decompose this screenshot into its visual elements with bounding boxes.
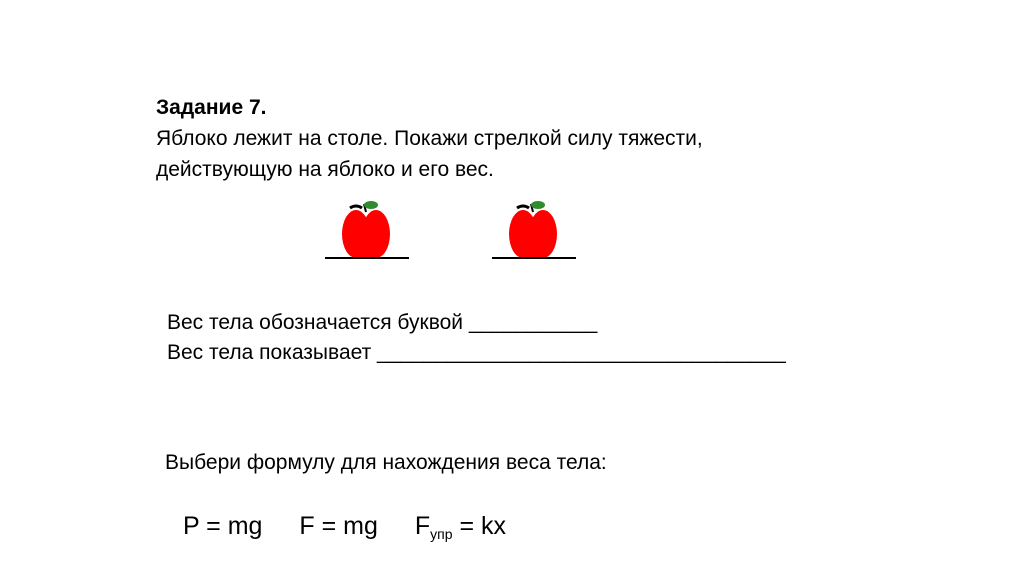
task-text-line-1: Яблоко лежит на столе. Покажи стрелкой силу тяжести, xyxy=(156,127,703,150)
choose-formula-prompt: Выбери формулу для нахождения веса тела: xyxy=(165,451,607,474)
apple-on-table-left xyxy=(322,194,412,264)
apple-icon xyxy=(342,201,390,258)
formula-rest: = kx xyxy=(452,512,507,540)
task-title: Задание 7. xyxy=(156,96,267,119)
task-text-line-2: действующую на яблоко и его вес. xyxy=(156,158,494,181)
formula-options xyxy=(183,508,536,552)
question-weight-letter: Вес тела обозначается буквой ___________ xyxy=(167,311,598,334)
formula-text: P = mg xyxy=(183,512,263,540)
formula-text: F = mg xyxy=(299,512,378,540)
apple-icon xyxy=(509,201,557,258)
formula-option-3[interactable] xyxy=(415,508,506,552)
formula-text: F xyxy=(414,512,431,540)
question-weight-shows: Вес тела показывает ___________________________________ xyxy=(167,341,786,364)
apple-on-table-right xyxy=(489,194,579,264)
formula-option-1[interactable] xyxy=(183,508,262,544)
questions-block xyxy=(167,308,867,368)
formula-option-2[interactable] xyxy=(299,508,378,544)
formula-subscript: упр xyxy=(430,526,453,542)
task-block xyxy=(156,92,856,185)
